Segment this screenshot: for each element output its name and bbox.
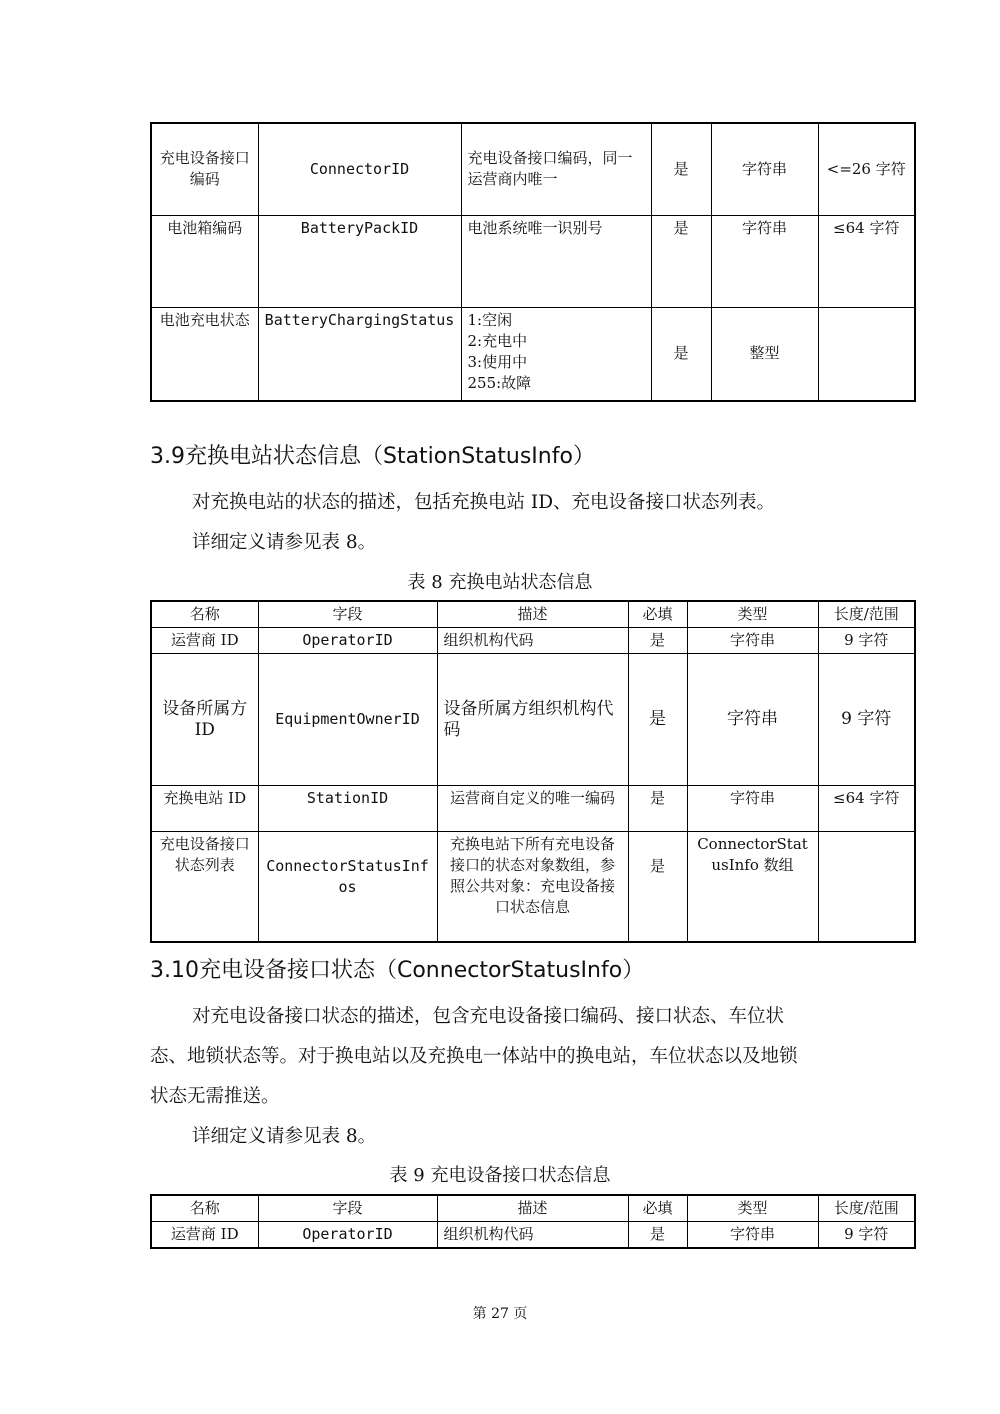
length-cell: ≤64 字符 xyxy=(818,215,915,307)
length-cell: 9 字符 xyxy=(818,628,915,654)
desc-cell: 电池系统唯一识别号 xyxy=(461,215,651,307)
section-heading-3-9: 3.9充换电站状态信息（StationStatusInfo） xyxy=(150,444,595,469)
type-cell: 字符串 xyxy=(687,1222,818,1249)
table-8-caption: 表 8 充换电站状态信息 xyxy=(407,572,593,593)
field-cell: ConnectorStatusInfos xyxy=(258,832,437,942)
length-cell xyxy=(818,307,915,401)
page-number: 第 27 页 xyxy=(472,1306,528,1322)
table-8 xyxy=(150,600,916,943)
table-row xyxy=(151,123,915,215)
type-cell: ConnectorStatusInfo 数组 xyxy=(687,832,818,942)
table-row xyxy=(151,832,915,942)
header-cell: 描述 xyxy=(437,1195,628,1222)
desc-cell: 组织机构代码 xyxy=(437,628,628,654)
length-cell: 9 字符 xyxy=(818,1222,915,1249)
table-row xyxy=(151,1222,915,1249)
table-9 xyxy=(150,1194,916,1249)
type-cell: 字符串 xyxy=(687,786,818,832)
desc-cell: 充换电站下所有充电设备接口的状态对象数组，参照公共对象：充电设备接口状态信息 xyxy=(437,832,628,942)
type-cell: 字符串 xyxy=(687,628,818,654)
header-cell: 类型 xyxy=(687,1195,818,1222)
header-cell: 必填 xyxy=(628,601,687,628)
table-row xyxy=(151,215,915,307)
name-cell: 运营商 ID xyxy=(151,1222,258,1249)
table-row xyxy=(151,628,915,654)
required-cell: 是 xyxy=(628,786,687,832)
field-cell: BatteryPackID xyxy=(258,215,461,307)
section-3-10-paragraph-line-1: 对充电设备接口状态的描述，包含充电设备接口编码、接口状态、车位状 xyxy=(192,1006,785,1027)
type-cell: 整型 xyxy=(711,307,818,401)
type-cell: 字符串 xyxy=(687,654,818,786)
section-3-10-paragraph-line-3: 状态无需推送。 xyxy=(150,1086,280,1107)
length-cell: ≤64 字符 xyxy=(818,786,915,832)
section-3-10-reference: 详细定义请参见表 8。 xyxy=(192,1126,377,1147)
table-row xyxy=(151,654,915,786)
header-cell: 长度/范围 xyxy=(818,601,915,628)
length-cell: 9 字符 xyxy=(818,654,915,786)
table-row xyxy=(151,307,915,401)
section-heading-3-10: 3.10充电设备接口状态（ConnectorStatusInfo） xyxy=(150,958,645,983)
required-cell: 是 xyxy=(628,832,687,942)
name-cell: 电池充电状态 xyxy=(151,307,258,401)
header-cell: 描述 xyxy=(437,601,628,628)
header-cell: 字段 xyxy=(258,601,437,628)
name-cell: 设备所属方 ID xyxy=(151,654,258,786)
required-cell: 是 xyxy=(628,1222,687,1249)
header-cell: 长度/范围 xyxy=(818,1195,915,1222)
table-9-caption: 表 9 充电设备接口状态信息 xyxy=(389,1165,611,1186)
required-cell: 是 xyxy=(628,628,687,654)
desc-cell: 充电设备接口编码，同一运营商内唯一 xyxy=(461,123,651,215)
table-row xyxy=(151,786,915,832)
header-cell: 名称 xyxy=(151,601,258,628)
header-cell: 名称 xyxy=(151,1195,258,1222)
section-3-9-reference: 详细定义请参见表 8。 xyxy=(192,532,377,553)
section-3-10-paragraph-line-2: 态、地锁状态等。对于换电站以及充换电一体站中的换电站，车位状态以及地锁 xyxy=(150,1046,798,1067)
field-cell: ConnectorID xyxy=(258,123,461,215)
required-cell: 是 xyxy=(651,123,711,215)
field-cell: StationID xyxy=(258,786,437,832)
name-cell: 充电设备接口状态列表 xyxy=(151,832,258,942)
desc-cell: 运营商自定义的唯一编码 xyxy=(437,786,628,832)
field-cell: BatteryChargingStatus xyxy=(258,307,461,401)
field-cell: OperatorID xyxy=(258,1222,437,1249)
desc-cell: 组织机构代码 xyxy=(437,1222,628,1249)
length-cell: <=26 字符 xyxy=(818,123,915,215)
desc-cell: 1:空闲 2:充电中 3:使用中 255:故障 xyxy=(461,307,651,401)
header-cell: 必填 xyxy=(628,1195,687,1222)
required-cell: 是 xyxy=(651,307,711,401)
type-cell: 字符串 xyxy=(711,123,818,215)
table-header-row xyxy=(151,1195,915,1222)
name-cell: 充电设备接口编码 xyxy=(151,123,258,215)
type-cell: 字符串 xyxy=(711,215,818,307)
desc-cell: 设备所属方组织机构代码 xyxy=(437,654,628,786)
field-cell: OperatorID xyxy=(258,628,437,654)
header-cell: 类型 xyxy=(687,601,818,628)
name-cell: 运营商 ID xyxy=(151,628,258,654)
required-cell: 是 xyxy=(651,215,711,307)
name-cell: 电池箱编码 xyxy=(151,215,258,307)
required-cell: 是 xyxy=(628,654,687,786)
name-cell: 充换电站 ID xyxy=(151,786,258,832)
field-cell: EquipmentOwnerID xyxy=(258,654,437,786)
table-header-row xyxy=(151,601,915,628)
section-3-9-paragraph: 对充换电站的状态的描述，包括充换电站 ID、充电设备接口状态列表。 xyxy=(192,492,776,513)
length-cell xyxy=(818,832,915,942)
header-cell: 字段 xyxy=(258,1195,437,1222)
table-top-continued xyxy=(150,122,916,402)
